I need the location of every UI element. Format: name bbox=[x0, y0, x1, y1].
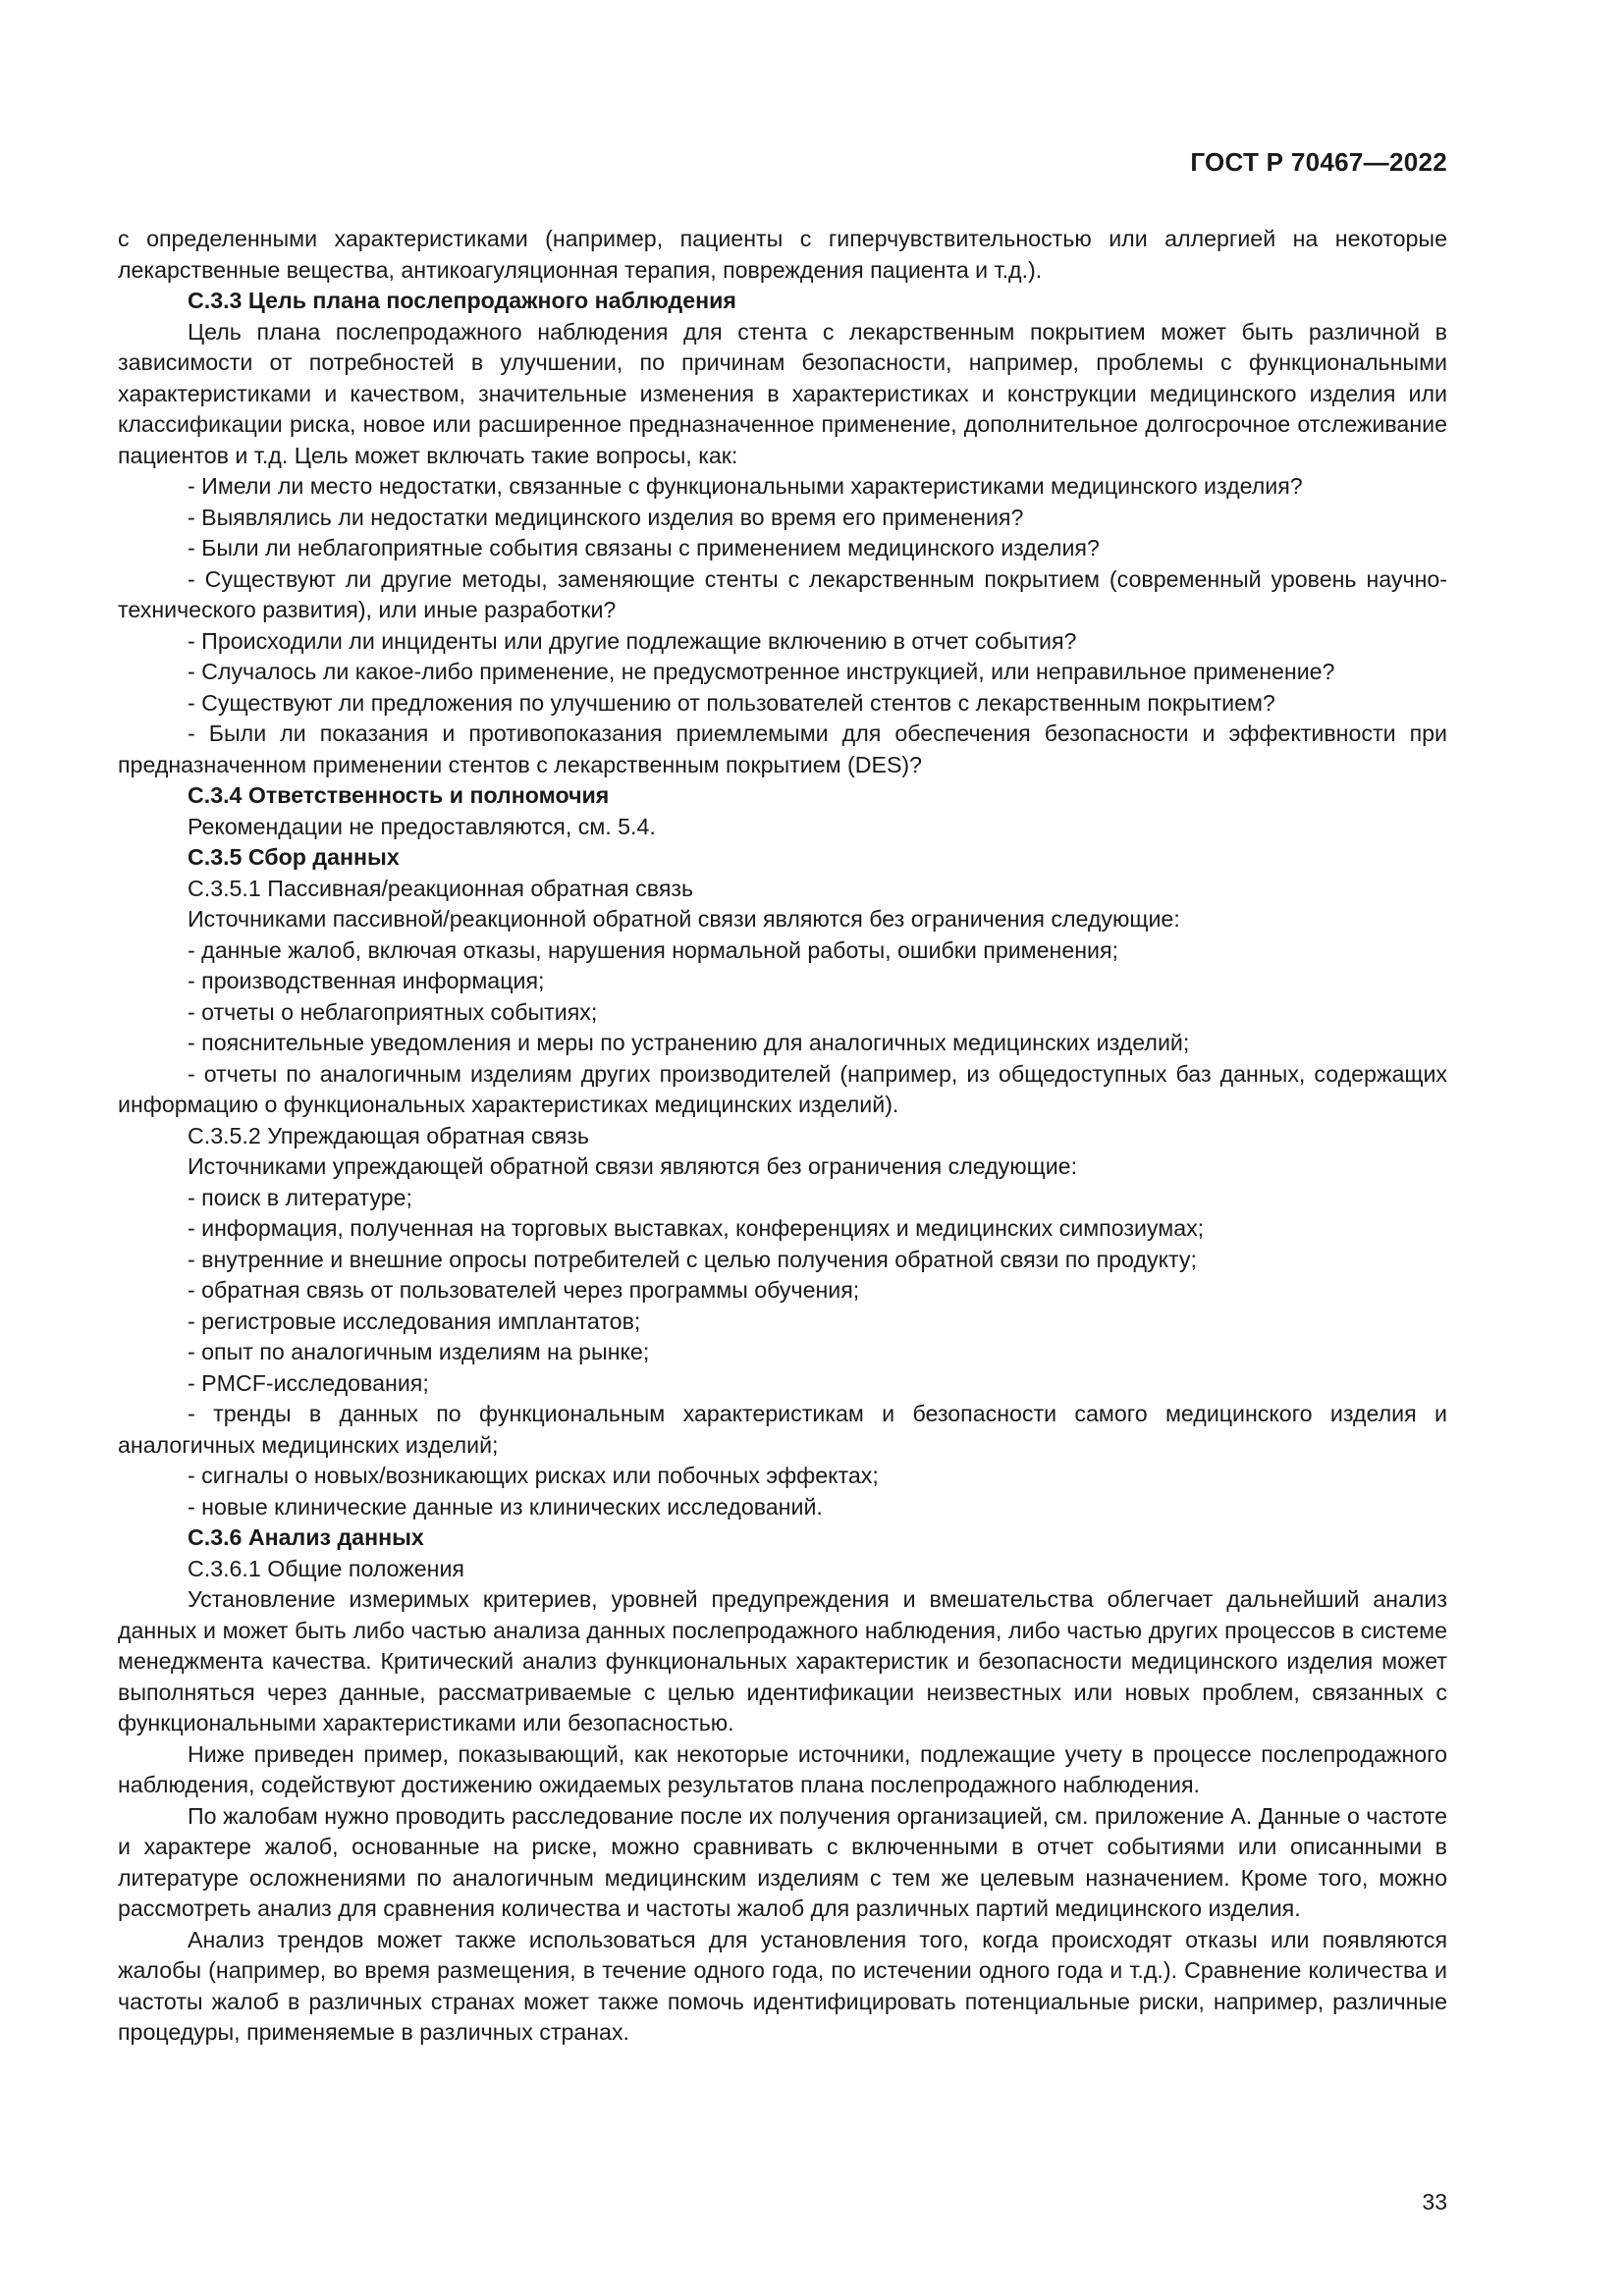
section-heading-c34: C.3.4 Ответственность и полномочия bbox=[188, 782, 610, 808]
paragraph: Источниками пассивной/реакционной обратной связи являются без ограничения следующие: bbox=[188, 906, 1180, 932]
list-item: - внутренние и внешние опросы потребителей с целью получения обратной связи по продукту; bbox=[188, 1246, 1197, 1272]
list-item: - пояснительные уведомления и меры по устранению для аналогичных медицинских изделий; bbox=[188, 1030, 1190, 1055]
paragraph: Установление измеримых критериев, уровней предупреждения и вмешательства облегчает дальнейший анализ данных и может быть либо частью анализа данных послепродажного наблюдения, либо частью других процессов в системе менеджмента качества. Критический анализ функциональных характеристик и безопасности медицинского изделия может выполняться через данные, рассматриваемые с целью идентификации неизвестных или новых проблем, связанных с функциональными характеристиками или безопасностью. bbox=[118, 1586, 1447, 1735]
list-item: - тренды в данных по функциональным характеристикам и безопасности самого медицинского изделия и аналогичных медицинских изделий; bbox=[118, 1401, 1447, 1458]
list-item: - PMCF-исследования; bbox=[188, 1369, 429, 1396]
list-item: - опыт по аналогичным изделиям на рынке; bbox=[188, 1339, 650, 1364]
paragraph: Источниками упреждающей обратной связи являются без ограничения следующие: bbox=[188, 1153, 1078, 1179]
list-item: - Существуют ли предложения по улучшению от пользователей стентов с лекарственным покрытием? bbox=[188, 689, 1275, 716]
list-item: - отчеты о неблагоприятных событиях; bbox=[188, 998, 598, 1025]
subsection-heading-c351: С.3.5.1 Пассивная/реакционная обратная связь bbox=[188, 875, 694, 901]
subsection-heading-c352: С.3.5.2 Упреждающая обратная связь bbox=[188, 1122, 589, 1148]
page-number: 33 bbox=[1422, 2189, 1447, 2215]
list-item: - Существуют ли другие методы, заменяющие стенты с лекарственным покрытием (современный уровень научно-технического развития), или иные разработки? bbox=[118, 565, 1447, 622]
list-item: - отчеты по аналогичным изделиям других производителей (например, из общедоступных баз данных, содержащих информацию о функциональных характеристиках медицинских изделий). bbox=[118, 1060, 1447, 1117]
list-item: - сигналы о новых/возникающих рисках или побочных эффектах; bbox=[188, 1463, 879, 1488]
list-item: - Случалось ли какое-либо применение, не предусмотренное инструкцией, или неправильное применение? bbox=[188, 659, 1335, 684]
list-item: - Были ли неблагоприятные события связаны с применением медицинского изделия? bbox=[188, 535, 1100, 561]
list-item: - информация, полученная на торговых выставках, конференциях и медицинских симпозиумах; bbox=[188, 1215, 1205, 1241]
list-item: - регистровые исследования имплантатов; bbox=[188, 1308, 641, 1334]
list-item: - производственная информация; bbox=[188, 968, 545, 993]
paragraph: Цель плана послепродажного наблюдения для стента с лекарственным покрытием может быть различной в зависимости от потребностей в улучшении, по причинам безопасности, например, проблемы с функциональными характеристиками и качеством, значительные изменения в характеристиках и конструкции медицинского изделия или классификации риска, новое или расширенное предназначенное применение, дополнительное долгосрочное отслеживание пациентов и т.д. Цель может включать такие вопросы, как: bbox=[118, 318, 1447, 468]
list-item: - новые клинические данные из клинических исследований. bbox=[188, 1493, 823, 1520]
list-item: - Имели ли место недостатки, связанные с функциональными характеристиками медицинского изделия? bbox=[188, 473, 1303, 499]
paragraph: Ниже приведен пример, показывающий, как некоторые источники, подлежащие учету в процессе послепродажного наблюдения, содействуют достижению ожидаемых результатов плана послепродажного наблюдения. bbox=[118, 1740, 1447, 1797]
standard-designation: ГОСТ Р 70467—2022 bbox=[1190, 147, 1447, 177]
subsection-heading-c361: С.3.6.1 Общие положения bbox=[188, 1555, 464, 1581]
list-item: - данные жалоб, включая отказы, нарушения нормальной работы, ошибки применения; bbox=[188, 936, 1118, 963]
paragraph-continuation: с определенными характеристиками (например, пациенты с гиперчувствительностью или аллергией на некоторые лекарственные вещества, антикоагуляционная терапия, повреждения пациента и т.д.). bbox=[118, 226, 1447, 283]
body-text bbox=[118, 224, 1447, 2049]
paragraph: Рекомендации не предоставляются, см. 5.4. bbox=[188, 813, 656, 839]
paragraph: Анализ трендов может также использоваться для установления того, когда происходят отказы или появляются жалобы (например, во время размещения, в течение одного года, по истечении одного года и т.д.). Сравнение количества и частоты жалоб в различных странах может также помочь идентифицировать потенциальные риски, например, различные процедуры, применяемые в различных странах. bbox=[118, 1926, 1447, 2045]
section-heading-c35: C.3.5 Сбор данных bbox=[188, 844, 400, 870]
list-item: - обратная связь от пользователей через программы обучения; bbox=[188, 1277, 860, 1303]
list-item: - поиск в литературе; bbox=[188, 1184, 412, 1210]
list-item: - Были ли показания и противопоказания приемлемыми для обеспечения безопасности и эффективности при предназначенном применении стентов с лекарственным покрытием (DES)? bbox=[118, 721, 1447, 777]
list-item: - Происходили ли инциденты или другие подлежащие включению в отчет события? bbox=[188, 627, 1077, 654]
section-heading-c33: C.3.3 Цель плана послепродажного наблюдения bbox=[188, 288, 736, 313]
paragraph: По жалобам нужно проводить расследование после их получения организацией, см. приложение А. Данные о частоте и характере жалоб, основанные на риске, можно сравнивать с включенными в отчет событиями или описанными в литературе осложнениями по аналогичным медицинским изделиям с тем же целевым назначением. Кроме того, можно рассмотреть анализ для сравнения количества и частоты жалоб для различных партий медицинского изделия. bbox=[118, 1802, 1447, 1921]
list-item: - Выявлялись ли недостатки медицинского изделия во время его применения? bbox=[188, 504, 1024, 530]
section-heading-c36: C.3.6 Анализ данных bbox=[188, 1524, 424, 1550]
